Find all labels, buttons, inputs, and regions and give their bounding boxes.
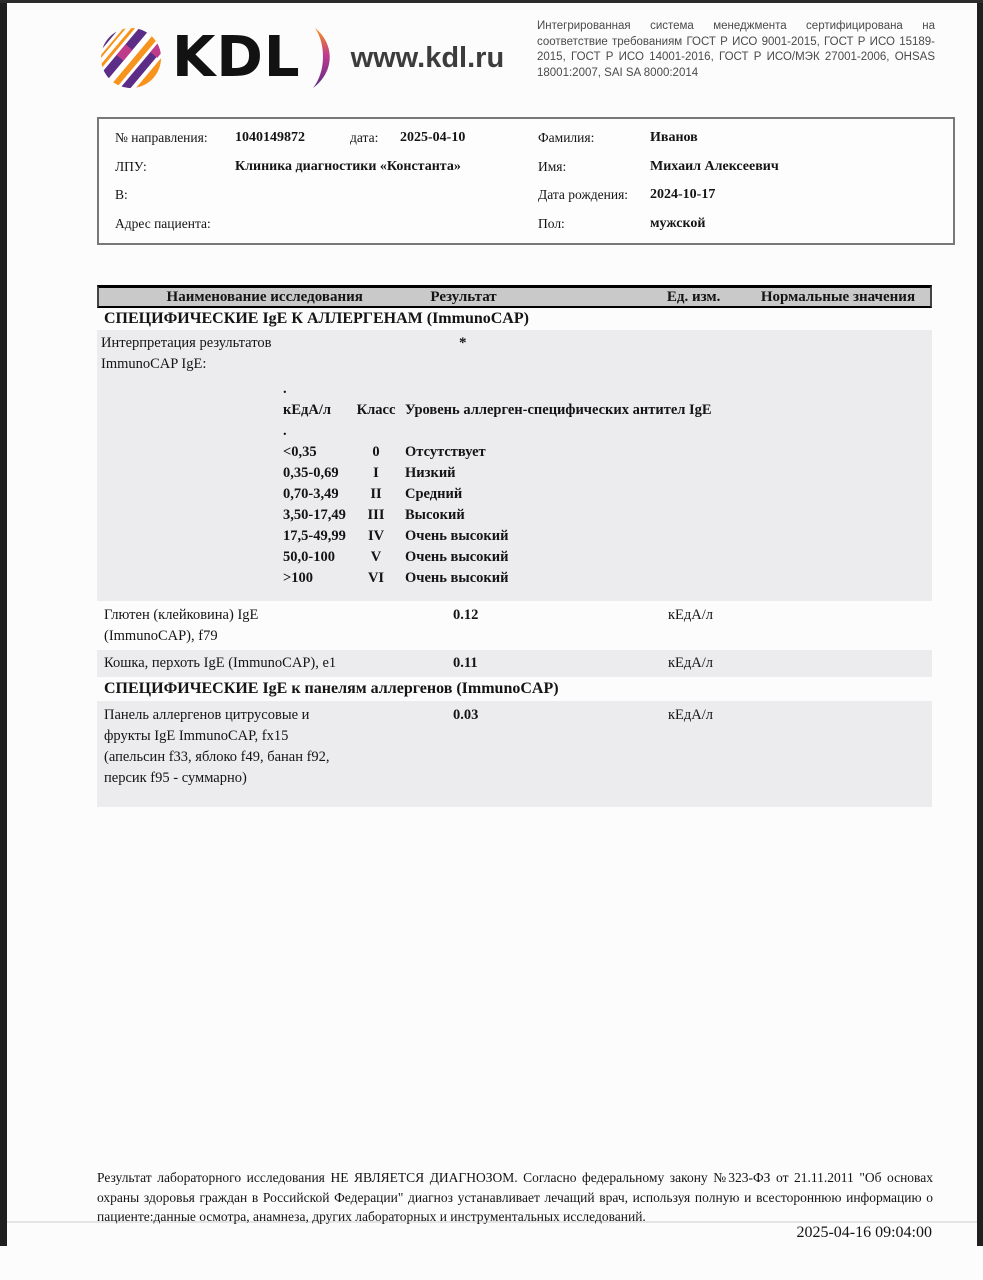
logo-bracket-icon bbox=[309, 27, 341, 89]
scale-class: V bbox=[370, 549, 382, 565]
scale-range: <0,35 bbox=[283, 444, 317, 460]
scale-level: Очень высокий bbox=[405, 528, 509, 544]
scale-level: Отсутствует bbox=[405, 444, 486, 460]
scale-header-level: Уровень аллерген-специфических антител IgE bbox=[405, 402, 712, 418]
ige-class-scale bbox=[283, 379, 932, 589]
kdl-logo bbox=[100, 24, 504, 92]
column-header-result: Результат bbox=[430, 288, 497, 305]
column-header-test-name: Наименование исследования bbox=[166, 288, 363, 305]
test-normal-value bbox=[747, 605, 932, 647]
scale-dot: . bbox=[283, 423, 287, 439]
result-row-gluten bbox=[97, 601, 932, 650]
kdl-globe-icon bbox=[100, 27, 162, 89]
scale-row bbox=[283, 484, 932, 505]
direction-date-value: 2025-04-10 bbox=[400, 130, 466, 145]
birth-date-value: 2024-10-17 bbox=[650, 187, 716, 202]
test-name-line: Глютен (клейковина) IgE bbox=[104, 607, 259, 623]
interpretation-row bbox=[97, 330, 932, 601]
surname-label: Фамилия: bbox=[538, 130, 595, 145]
scale-range: 17,5-49,99 bbox=[283, 528, 346, 544]
test-unit: кЕдА/л bbox=[668, 707, 714, 723]
scale-row bbox=[283, 463, 932, 484]
test-unit: кЕдА/л bbox=[668, 607, 714, 623]
patient-row bbox=[99, 130, 953, 150]
first-name-label: Имя: bbox=[538, 159, 567, 174]
scale-class: VI bbox=[367, 570, 385, 586]
patient-row bbox=[99, 187, 953, 207]
website-url: www.kdl.ru bbox=[350, 41, 505, 74]
column-header-units: Ед. изм. bbox=[666, 288, 721, 305]
results-table bbox=[97, 285, 932, 807]
lpu-label: ЛПУ: bbox=[115, 159, 147, 174]
scale-row bbox=[283, 568, 932, 589]
test-name-line: (ImmunoCAP), f79 bbox=[104, 628, 218, 644]
birth-date-label: Дата рождения: bbox=[538, 187, 629, 202]
scale-header-line bbox=[283, 400, 932, 421]
scale-dot-line bbox=[283, 379, 932, 400]
scale-class: IV bbox=[367, 528, 385, 544]
scale-dot-line bbox=[283, 421, 932, 442]
scale-level: Высокий bbox=[405, 507, 465, 523]
scale-range: 3,50-17,49 bbox=[283, 507, 346, 523]
scan-edge-top bbox=[0, 0, 983, 3]
scale-level: Средний bbox=[405, 486, 463, 502]
scale-range: 50,0-100 bbox=[283, 549, 335, 565]
scale-dot: . bbox=[283, 381, 287, 397]
scale-class: 0 bbox=[372, 444, 380, 460]
scale-level: Очень высокий bbox=[405, 549, 509, 565]
patient-info-box bbox=[97, 117, 955, 245]
v-label: В: bbox=[115, 187, 128, 202]
test-normal-value bbox=[747, 653, 932, 674]
table-header-row bbox=[97, 285, 932, 308]
result-row-citrus-fruit-panel bbox=[97, 701, 932, 807]
test-name-line: Панель аллергенов цитрусовые и bbox=[104, 707, 310, 723]
disclaimer-text: Результат лабораторного исследования НЕ ЯВЛЯЕТСЯ ДИАГНОЗОМ. Согласно федеральному закону №323-ФЗ от 21.11.2011 "Об основах охраны здоровья граждан в Российской Федерации" диагноз устанавливает лечащий врач, используя полную и всестороннюю информацию о пациенте:данные осмотра, анамнеза, других лабораторных и инструментальных исследований. bbox=[97, 1170, 933, 1224]
direction-date-label: дата: bbox=[350, 130, 379, 145]
scale-level: Низкий bbox=[405, 465, 456, 481]
scale-range: 0,70-3,49 bbox=[283, 486, 339, 502]
surname-value: Иванов bbox=[650, 130, 698, 145]
patient-row bbox=[99, 159, 953, 179]
test-result: 0.11 bbox=[453, 655, 478, 671]
test-name-line: (апельсин f33, яблоко f49, банан f92, bbox=[104, 749, 330, 765]
test-name bbox=[97, 705, 430, 789]
patient-address-label: Адрес пациента: bbox=[115, 216, 211, 231]
interpretation-name-line2: ImmunoCAP IgE: bbox=[101, 356, 207, 372]
scale-class: III bbox=[367, 507, 385, 523]
test-name-line: фрукты IgE ImmunoCAP, fx15 bbox=[104, 728, 289, 744]
section-title-ige-panels: СПЕЦИФИЧЕСКИЕ IgE к панелям аллергенов (ImmunoCAP) bbox=[104, 680, 559, 697]
patient-row bbox=[99, 216, 953, 236]
scan-edge-right bbox=[977, 0, 983, 1246]
lpu-value: Клиника диагностики «Константа» bbox=[235, 159, 461, 174]
scale-level: Очень высокий bbox=[405, 570, 509, 586]
scale-row bbox=[283, 526, 932, 547]
first-name-value: Михаил Алексеевич bbox=[650, 159, 779, 174]
certification-text: Интегрированная система менеджмента сертифицирована на соответствие требованиям ГОСТ Р ИСО 9001-2015, ГОСТ Р ИСО 15189-2015, ГОСТ Р ИСО 14001-2016, ГОСТ Р ИСО/МЭК 27001-2006, OHSAS 18001:2007, SAI SA 8000:2014 bbox=[537, 20, 935, 79]
scale-header-class: Класс bbox=[356, 402, 396, 418]
kdl-logo-text: KDL bbox=[172, 25, 301, 90]
test-result: 0.03 bbox=[453, 707, 479, 723]
result-row-cat-dander bbox=[97, 650, 932, 677]
test-result: 0.12 bbox=[453, 607, 479, 623]
scale-class: II bbox=[370, 486, 382, 502]
test-normal-value bbox=[747, 705, 932, 789]
direction-number-value: 1040149872 bbox=[235, 130, 305, 145]
report-timestamp: 2025-04-16 09:04:00 bbox=[796, 1224, 932, 1241]
section-title-specific-ige: СПЕЦИФИЧЕСКИЕ IgE К АЛЛЕРГЕНАМ (ImmunoCAP) bbox=[104, 310, 529, 327]
interpretation-result-asterisk: * bbox=[459, 335, 467, 351]
sex-label: Пол: bbox=[538, 216, 565, 231]
scale-row bbox=[283, 442, 932, 463]
scale-class: I bbox=[373, 465, 379, 481]
scale-row bbox=[283, 505, 932, 526]
test-name bbox=[97, 653, 430, 674]
column-header-normal-values: Нормальные значения bbox=[760, 288, 916, 305]
scale-row bbox=[283, 547, 932, 568]
direction-number-label: № направления: bbox=[115, 130, 208, 145]
scale-header-units: кЕдА/л bbox=[283, 402, 331, 418]
scan-edge-left bbox=[0, 0, 7, 1246]
scale-range: >100 bbox=[283, 570, 314, 586]
interpretation-name-line1: Интерпретация результатов bbox=[101, 335, 272, 351]
test-name bbox=[97, 605, 430, 647]
test-unit: кЕдА/л bbox=[668, 655, 714, 671]
test-name-line: персик f95 - суммарно) bbox=[104, 770, 247, 786]
test-name-line: Кошка, перхоть IgE (ImmunoCAP), e1 bbox=[104, 655, 337, 671]
sex-value: мужской bbox=[650, 216, 706, 231]
scale-range: 0,35-0,69 bbox=[283, 465, 339, 481]
